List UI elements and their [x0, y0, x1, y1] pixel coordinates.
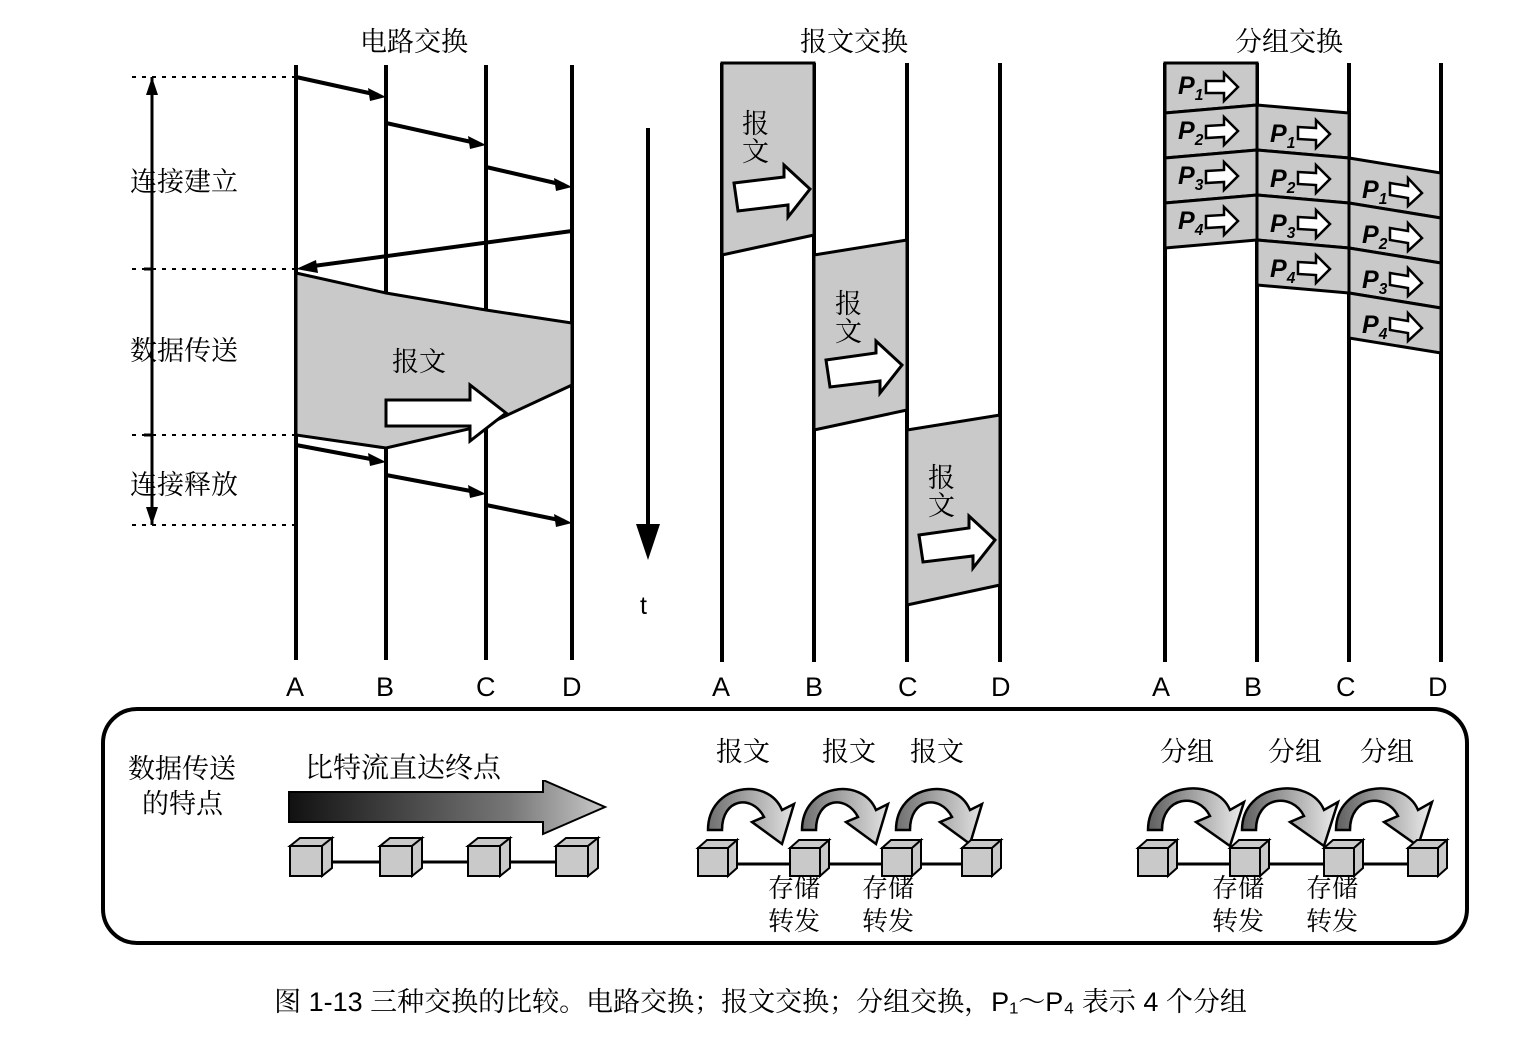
- phase-label-transfer: 数据传送: [130, 336, 238, 366]
- node-label-packet-c: C: [1336, 672, 1356, 702]
- node-label-packet-a: A: [1152, 672, 1171, 702]
- legend-message-hop-label-1: 报文: [716, 737, 770, 767]
- legend-message-hop-label-3: 报文: [910, 737, 964, 767]
- packet-label-b-3: $P_3$: [1270, 210, 1296, 242]
- node-label-circuit-c: C: [476, 672, 496, 702]
- panel-title-packet: 分组交换: [1235, 27, 1343, 57]
- node-label-circuit-a: A: [286, 672, 305, 702]
- legend-circuit-graphic: [275, 780, 615, 890]
- packet-label-b-4: $P_4$: [1270, 255, 1296, 287]
- packet-label-c-2: $P_2$: [1362, 221, 1388, 253]
- packet-label-a-4: $P_4$: [1178, 207, 1204, 239]
- message-block-label-3: 报文: [928, 463, 955, 522]
- message-block-label-2: 报文: [835, 289, 862, 348]
- node-label-packet-d: D: [1428, 672, 1448, 702]
- packet-label-b-1: $P_1$: [1270, 120, 1296, 152]
- node-label-circuit-b: B: [376, 672, 395, 702]
- time-axis-label: t: [640, 592, 647, 620]
- node-label-message-a: A: [712, 672, 731, 702]
- legend-row-label: 数据传送 的特点: [128, 754, 236, 819]
- legend-message-hop-label-2: 报文: [822, 737, 876, 767]
- packet-label-c-1: $P_1$: [1362, 176, 1388, 208]
- figure-caption: 图 1-13 三种交换的比较。电路交换；报文交换；分组交换，P₁～P₄ 表示 4 个分组: [274, 987, 1247, 1017]
- legend-packet-hop-label-2: 分组: [1268, 737, 1322, 767]
- node-label-message-b: B: [805, 672, 824, 702]
- legend-message-store-forward-2: 存储 转发: [862, 873, 915, 936]
- message-block-label-1: 报文: [742, 109, 769, 168]
- packet-label-c-4: $P_4$: [1362, 311, 1388, 343]
- legend-packet-hop-label-3: 分组: [1360, 737, 1414, 767]
- packet-label-b-2: $P_2$: [1270, 165, 1296, 197]
- phase-label-setup: 连接建立: [130, 167, 238, 197]
- node-label-packet-b: B: [1244, 672, 1263, 702]
- legend-message-graphic: [690, 768, 1010, 888]
- panel-title-message: 报文交换: [800, 27, 908, 57]
- node-label-message-c: C: [898, 672, 918, 702]
- node-label-message-d: D: [991, 672, 1011, 702]
- packet-label-a-3: $P_3$: [1178, 162, 1204, 194]
- legend-packet-hop-label-1: 分组: [1160, 737, 1214, 767]
- packet-label-a-1: $P_1$: [1178, 72, 1204, 104]
- legend-packet-graphic: [1130, 768, 1460, 888]
- legend-message-store-forward-1: 存储 转发: [768, 873, 821, 936]
- legend-packet-store-forward-2: 存储 转发: [1306, 873, 1359, 936]
- packet-label-c-3: $P_3$: [1362, 266, 1388, 298]
- legend-packet-store-forward-1: 存储 转发: [1212, 873, 1265, 936]
- time-axis-arrow: [620, 120, 680, 570]
- legend-circuit-arrow-label: 比特流直达终点: [305, 752, 502, 783]
- circuit-block-label: 报文: [392, 347, 446, 377]
- node-label-circuit-d: D: [562, 672, 582, 702]
- panel-title-circuit: 电路交换: [360, 27, 468, 57]
- packet-label-a-2: $P_2$: [1178, 117, 1204, 149]
- phase-label-release: 连接释放: [130, 470, 238, 500]
